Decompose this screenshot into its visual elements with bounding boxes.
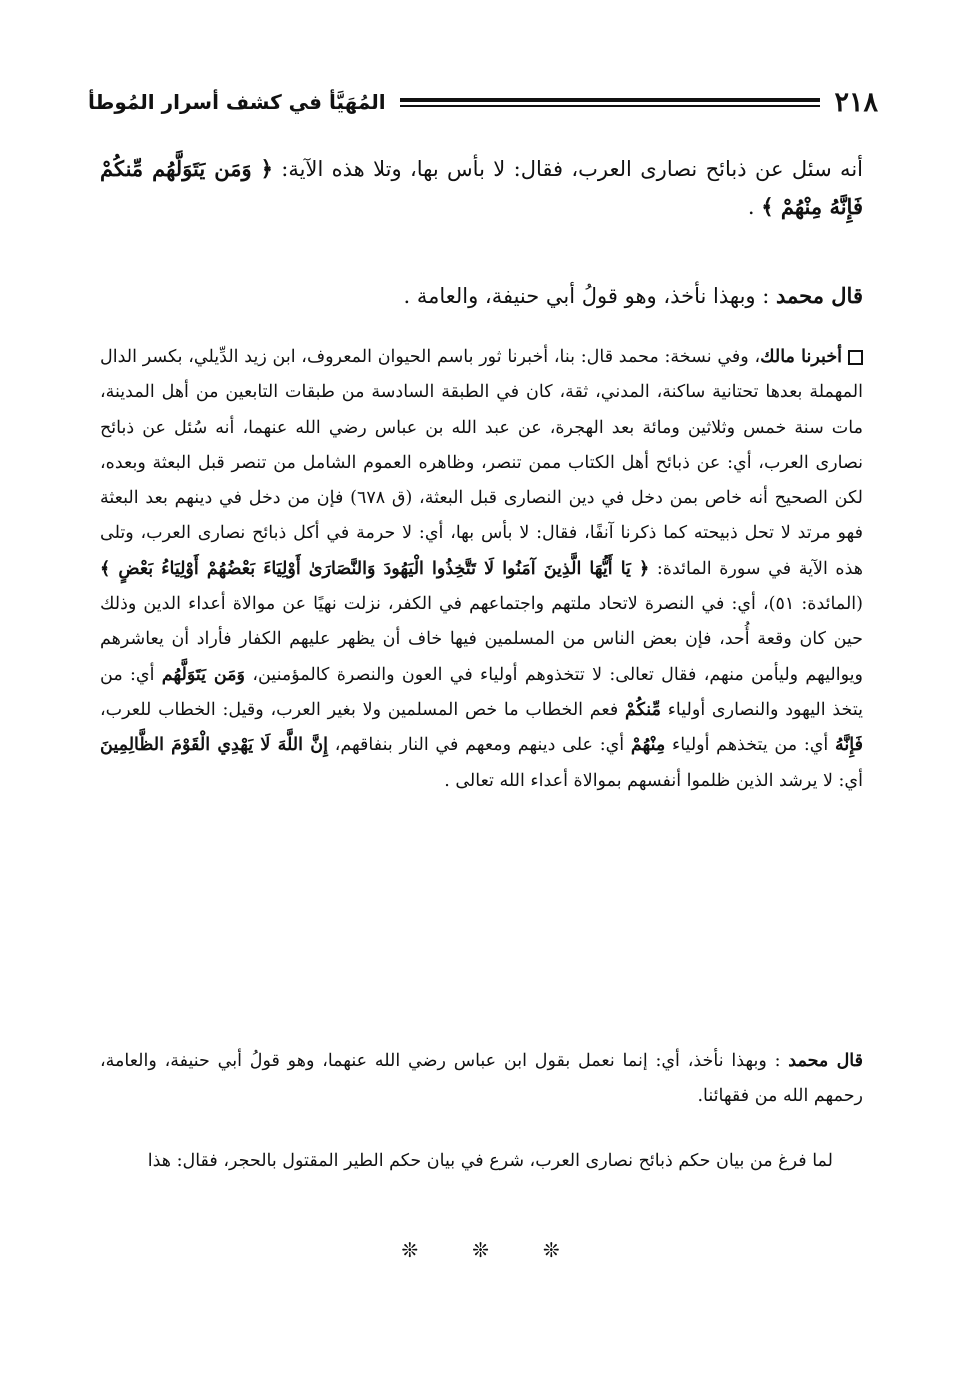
running-title: المُهَيَّأ في كشف أسرار المُوطأ (88, 90, 386, 114)
page-number: ٢١٨ (834, 86, 878, 118)
quran-phrase-4: مِنْهُمْ (630, 735, 666, 756)
quran-phrase-3: فَإِنَّهُ (835, 735, 863, 756)
commentary-statement-label: قال محمد (788, 1051, 863, 1071)
hadith-narration: أنه سئل عن ذبائح نصارى العرب، فقال: لا بأس بها، وتلا هذه الآية: (281, 157, 863, 181)
commentary-text-5: أي: من يتخذهم أولياء (671, 735, 829, 756)
commentary-text-1: ، وفي نسخة: محمد قال: بنا، أخبرنا ثور باسم الحيوان المعروف، ابن زيد الدِّيلي، بكسر الدال المهملة بعدها تحتانية ساكنة، المدني، ثقة، كان في الطبقة السادسة من طبقات التابعين من أهل المدينة، مات سنة خمس وثلاثين ومائة بعد الهجرة، عن عبد الله بن عباس رضي الله عنهما، أنه سُئل عن ذبائح نصارى العرب، أي: عن ذبائح أهل الكتاب ممن تنصر، وظاهره العموم الشامل من تنصر قبل البعثة وبعده، لكن الصحيح أنه خاص بمن دخل في دين النصارى قبل البعثة، (ق ٦٧٨) فإن من دخل في دينهم بعد البعثة فهو مرتد لا تحل ذبيحته كما ذكرنا آنفًا، فقال: لا بأس بها، أي: لا حرمة في أكل ذبائح نصارى العرب، وتلى هذه الآية في سورة المائدة: (100, 347, 863, 579)
quran-verse-maidah: ﴿ يَا أَيُّهَا الَّذِينَ آمَنُوا لَا تَتَّخِذُوا الْيَهُودَ وَالنَّصَارَىٰ أَوْلِيَاءَ بَعْضُهُمْ أَوْلِيَاءُ بَعْضٍ ﴾ (100, 558, 650, 579)
statement-label: قال محمد (776, 283, 863, 308)
commentary-text-3: أي: من يتخذ اليهود والنصارى أولياء (100, 664, 863, 720)
header-rule (400, 98, 821, 107)
commentary-paragraph (100, 340, 863, 799)
commentary-text-7: أي: لا يرشد الذين ظلموا أنفسهم بموالاة أعداء الله تعالى . (444, 770, 863, 791)
commentary-text-6: أي: على دينهم ومعهم في النار بنفاقهم، (334, 735, 625, 756)
commentary-statement-text: : وبهذا نأخذ، أي: إنما نعمل بقول ابن عباس رضي الله عنهما، وهو قولُ أبي حنيفة، والعامة، رحمهم الله من فقهائنا. (100, 1051, 863, 1107)
page-header (88, 78, 878, 126)
quran-verse: ﴿ وَمَن يَتَوَلَّهُم مِّنكُمْ فَإِنَّهُ مِنْهُمْ ﴾ (100, 156, 863, 219)
section-ornament: ❊❊❊ (401, 1238, 614, 1262)
quran-phrase-5: إِنَّ اللَّهَ لَا يَهْدِي الْقَوْمَ الظَّالِمِينَ (100, 735, 328, 756)
hadith-text (100, 150, 863, 226)
imam-muhammad-statement (100, 277, 863, 315)
imam-muhammad-commentary (100, 1044, 863, 1115)
statement-text: : وبهذا نأخذ، وهو قولُ أبي حنيفة، والعامة . (403, 284, 770, 308)
hadith-end: . (747, 195, 755, 219)
commentary-label: أخبرنا مالك (760, 347, 843, 367)
transition-text: لما فرغ من بيان حكم ذبائح نصارى العرب، شرع في بيان حكم الطير المقتول بالحجر، فقال: هذا (147, 1151, 833, 1171)
square-marker-icon (848, 350, 863, 365)
commentary-text-2: (المائدة: ٥١)، أي: في النصرة لاتحاد ملتهم واجتماعهم في الكفر، نزلت نهيًا عن موالاة أعداء الدين وذلك حين كان وقعة أُحد، فإن بعض الناس من المسلمين فيها خاف أن يظهر عليهم الكفار فأراد أن يعاشرهم ويواليهم وليأمن منهم، فقال تعالى: لا تتخذوهم أولياء في العون والنصرة كالمؤمنين، (100, 594, 864, 685)
quran-phrase-2: مِّنكُمْ (624, 699, 661, 720)
commentary-text-4: فعم الخطاب ما خص المسلمين ولا بغير العرب، وقيل: الخطاب للعرب، (100, 699, 619, 720)
quran-phrase-1: وَمَن يَتَوَلَّهُم (161, 664, 246, 685)
transition-paragraph (100, 1144, 863, 1179)
